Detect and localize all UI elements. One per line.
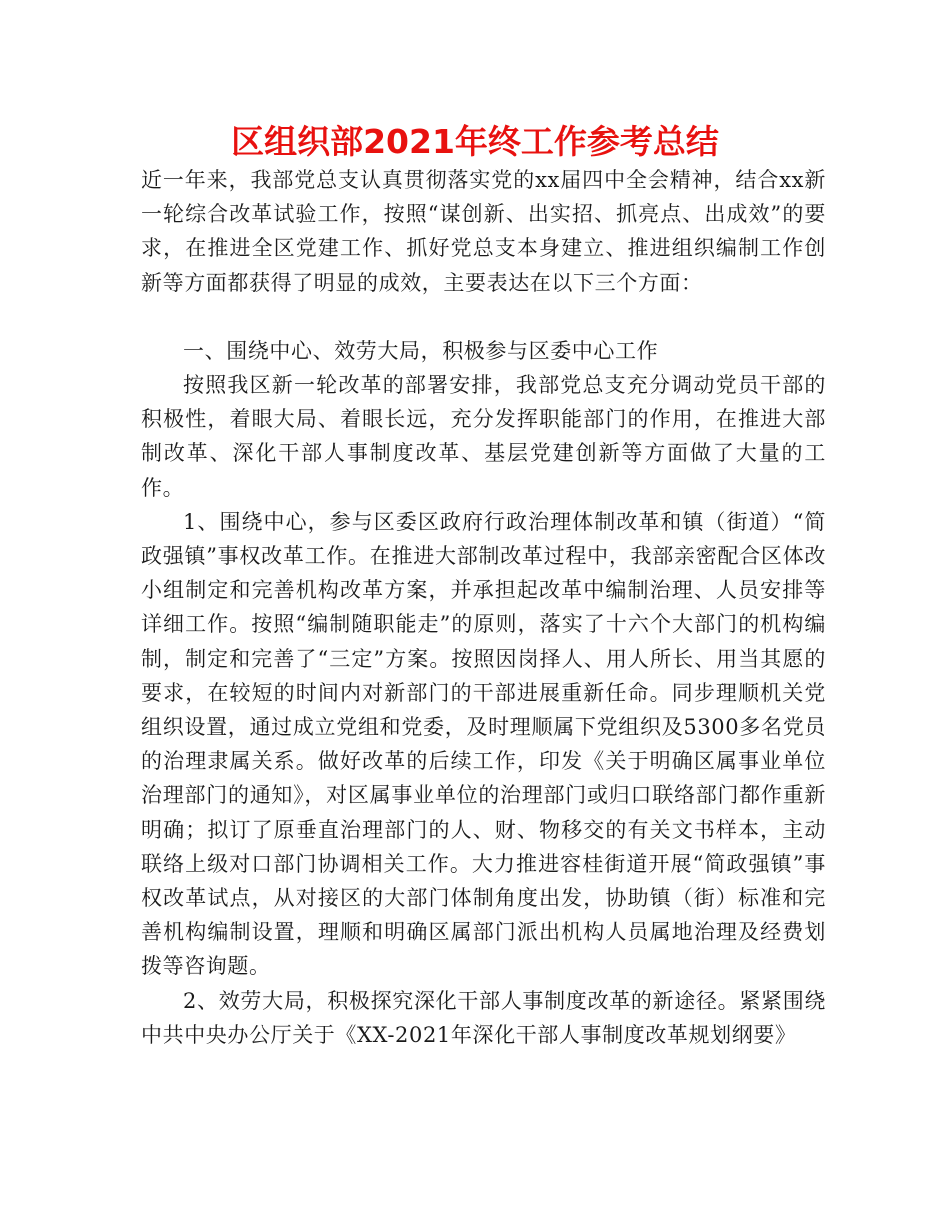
intro-paragraph: 近一年来，我部党总支认真贯彻落实党的xx届四中全会精神，结合xx新一轮综合改革试验工作，按照“谋创新、出实招、抓亮点、出成效”的要求，在推进全区党建工作、抓好党总支本身建立、推进组织编制工作创新等方面都获得了明显的成效，主要表达在以下三个方面： [141, 168, 826, 295]
document-body [141, 163, 826, 1052]
numbered-paragraph-2: 2、效劳大局，积极探究深化干部人事制度改革的新途径。紧紧围绕中共中央办公厅关于《XX-2021年深化干部人事制度改革规划纲要》 [141, 988, 826, 1047]
section-paragraph: 按照我区新一轮改革的部署安排，我部党总支充分调动党员干部的积极性，着眼大局、着眼长远，充分发挥职能部门的作用，在推进大部制改革、深化干部人事制度改革、基层党建创新等方面做了大量的工作。 [141, 373, 826, 500]
section-heading: 一、围绕中心、效劳大局，积极参与区委中心工作 [183, 338, 659, 363]
numbered-paragraph-1: 1、围绕中心，参与区委区政府行政治理体制改革和镇（街道）“简政强镇”事权改革工作。在推进大部制改革过程中，我部亲密配合区体改小组制定和完善机构改革方案，并承担起改革中编制治理、人员安排等详细工作。按照“编制随职能走”的原则，落实了十六个大部门的机构编制，制定和完善了“三定”方案。按照因岗择人、用人所长、用当其愿的要求，在较短的时间内对新部门的干部进展重新任命。同步理顺机关党组织设置，通过成立党组和党委，及时理顺属下党组织及5300多名党员的治理隶属关系。做好改革的后续工作，印发《关于明确区属事业单位治理部门的通知》，对区属事业单位的治理部门或归口联络部门都作重新明确；拟订了原垂直治理部门的人、财、物移交的有关文书样本，主动联络上级对口部门协调相关工作。大力推进容桂街道开展“简政强镇”事权改革试点，从对接区的大部门体制角度出发，协助镇（街）标准和完善机构编制设置，理顺和明确区属部门派出机构人员属地治理及经费划拨等咨询题。 [141, 509, 826, 979]
document-title: 区组织部2021年终工作参考总结 [231, 122, 719, 161]
